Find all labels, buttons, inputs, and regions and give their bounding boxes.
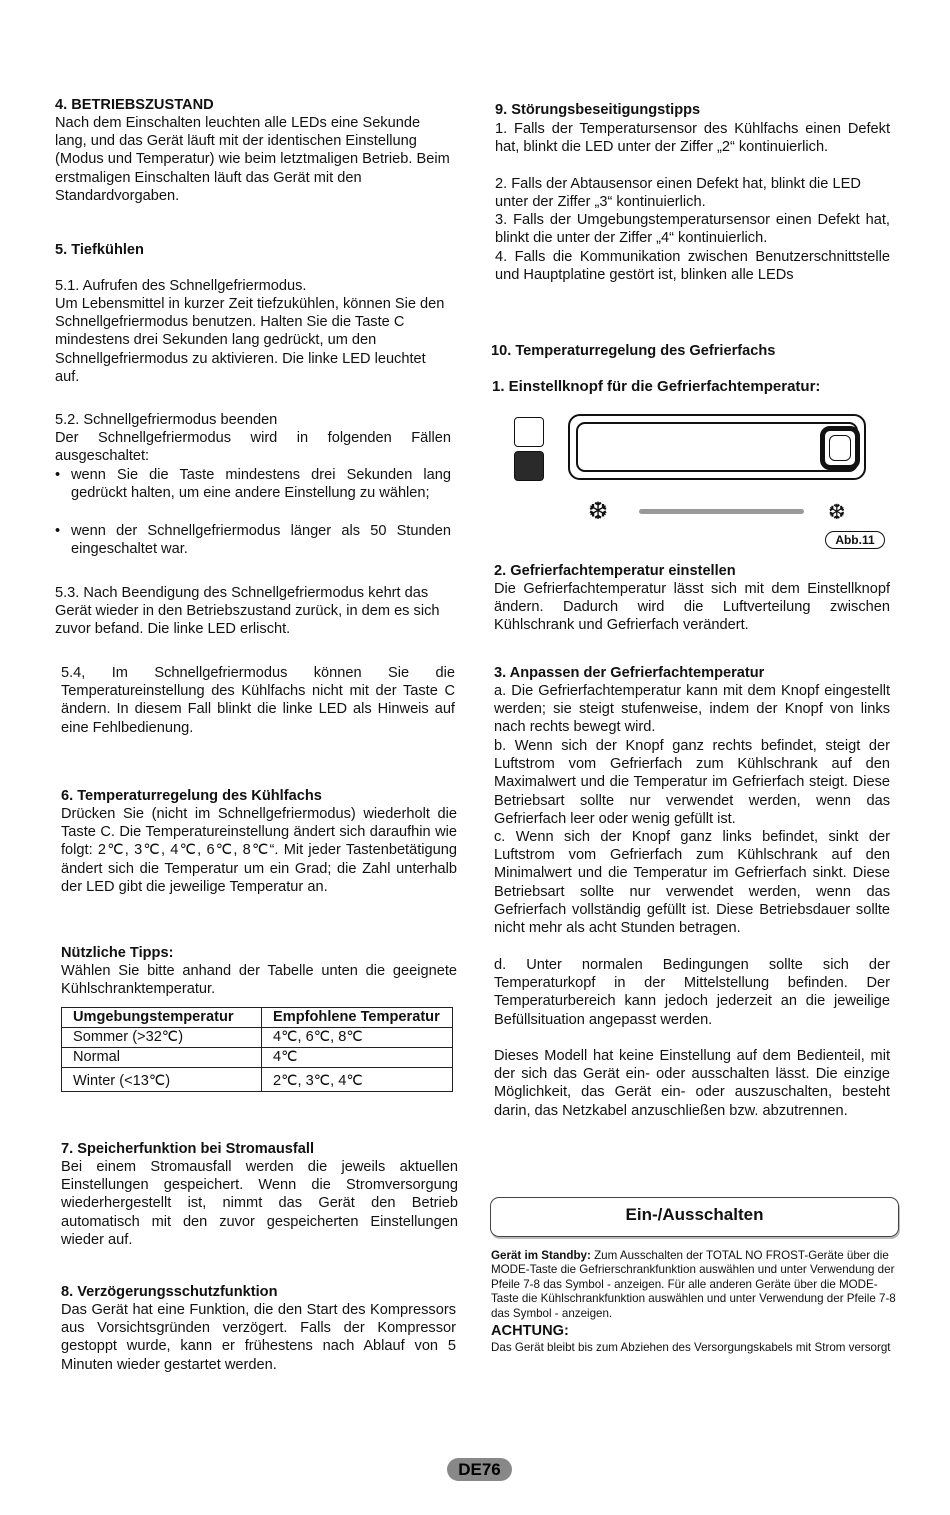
page-number-badge: DE76 xyxy=(447,1458,512,1481)
section-5-4-body: 5.4, Im Schnellgefriermodus können Sie die Temperatureinstellung des Kühlfachs nicht mit der Taste C ändern. In diesem Fall blinkt die linke LED als Hinweis auf eine Fehlbedienung. xyxy=(61,665,455,736)
table-cell: 2℃, 3℃, 4℃ xyxy=(262,1068,453,1092)
bullet-icon: • xyxy=(55,467,61,483)
section-5-2-intro: Der Schnellgefriermodus wird in folgenden Fällen ausgeschaltet: xyxy=(55,430,451,465)
table-header-cell: Umgebungstemperatur xyxy=(62,1008,262,1028)
model-note: Dieses Modell hat keine Einstellung auf dem Bedienteil, mit der sich das Gerät ein- oder ausschalten lässt. Die einzige Möglichkeit, das Gerät ein- oder auszuschalten, besteht darin, das Netzkabel anzuschließen bzw. abzutrennen. xyxy=(494,1048,890,1119)
table-cell: Winter (<13℃) xyxy=(62,1068,262,1092)
snowflake-icon: ❆ xyxy=(588,498,609,525)
section-5-1-body: Um Lebensmittel in kurzer Zeit tiefzukühlen, können Sie den Schnellgefriermodus benutzen. Halten Sie die Taste C mindestens drei Sekunden lang gedrückt, um den Schnellgefriermodus zu aktivieren. Die linke LED leuchtet auf. xyxy=(55,296,445,385)
standby-label: Gerät im Standby: xyxy=(491,1249,591,1262)
section-9-item-1: 1. Falls der Temperatursensor des Kühlfachs einen Defekt hat, blinkt die LED unter der Ziffer „2“ kontinuierlich. xyxy=(495,121,890,156)
standby-text: Zum Ausschalten der TOTAL NO FROST-Geräte über die MODE-Taste die Gefrierschrankfunktion auswählen und unter Verwendung der Pfeile 7-8 das Symbol - anzeigen. Für alle anderen Geräte über die MODE-Taste die Kühlschrankfunktion auswählen und unter Verwendung der Pfeile 7-8 das Symbol - anzeigen. xyxy=(491,1249,896,1320)
table-row xyxy=(62,1048,453,1068)
bullet-text: wenn der Schnellgefriermodus länger als 50 Stunden eingeschaltet war. xyxy=(71,523,451,558)
table-row xyxy=(62,1068,453,1092)
warning-heading: ACHTUNG: xyxy=(491,1323,569,1339)
section-4-heading: 4. BETRIEBSZUSTAND xyxy=(55,97,214,113)
section-10-sub-2-heading: 2. Gefrierfachtemperatur einstellen xyxy=(494,563,736,579)
tips-body: Wählen Sie bitte anhand der Tabelle unten die geeignete Kühlschranktemperatur. xyxy=(61,963,457,998)
section-10-item-a: a. Die Gefrierfachtemperatur kann mit dem Knopf eingestellt werden; sie steigt stufenweise, indem der Knopf von links nach rechts bewegt wird. xyxy=(494,683,890,736)
table-row xyxy=(62,1028,453,1048)
section-10-sub-2-body: Die Gefrierfachtemperatur lässt sich mit dem Einstellknopf ändern. Dadurch wird die Luftverteilung zwischen Kühlschrank und Gefrierfach verändert. xyxy=(494,581,890,634)
section-4-body: Nach dem Einschalten leuchten alle LEDs eine Sekunde lang, und das Gerät läuft mit der identischen Einstellung (Modus und Temperatur) wie beim letztmaligen Betrieb. Beim erstmaligen Einschalten läuft das Gerät mit den Standardvorgaben. xyxy=(55,115,450,204)
section-10-sub-3-heading: 3. Anpassen der Gefrierfachtemperatur xyxy=(494,665,765,681)
section-5-2-bullet-2 xyxy=(55,522,451,558)
standby-note xyxy=(491,1249,902,1321)
section-7-heading: 7. Speicherfunktion bei Stromausfall xyxy=(61,1141,315,1157)
section-5-1-title: 5.1. Aufrufen des Schnellgefriermodus. xyxy=(55,278,307,294)
table-header-row xyxy=(62,1008,453,1028)
table-cell: Normal xyxy=(62,1048,262,1068)
section-5-2-bullet-1 xyxy=(55,466,451,502)
section-10-item-b: b. Wenn sich der Knopf ganz rechts befindet, steigt der Luftstrom vom Gefrierfach zum Kühlschrank auf den Maximalwert und die Temperatur im Gefrierfach steigt. Diese Betriebsart sollte nur verwendet werden, wenn das Gefrierfach leer oder wenig gefüllt ist. xyxy=(494,738,890,827)
section-5-3-body: 5.3. Nach Beendigung des Schnellgefriermodus kehrt das Gerät wieder in den Betriebszustand zurück, in dem es sich zuvor befand. Die linke LED erlischt. xyxy=(55,585,440,638)
table-header-cell: Empfohlene Temperatur xyxy=(262,1008,453,1028)
figure-label: Abb.11 xyxy=(825,531,885,549)
section-7-body: Bei einem Stromausfall werden die jeweils aktuellen Einstellungen gespeichert. Wenn die Stromversorgung wiederhergestellt ist, nimmt das Gerät den Betrieb automatisch mit den zuvor gespeicherten Einstellungen wieder auf. xyxy=(61,1159,458,1248)
knob-panel-frame xyxy=(576,422,858,472)
section-5-heading: 5. Tiefkühlen xyxy=(55,242,144,258)
snowflake-icon: ❆ xyxy=(828,501,846,524)
led-indicator-filled xyxy=(514,451,544,481)
bullet-text: wenn Sie die Taste mindestens drei Sekunden lang gedrückt halten, um eine andere Einstellung zu wählen; xyxy=(71,467,451,502)
freezer-knob-panel xyxy=(568,414,866,480)
section-9-item-3: 3. Falls der Umgebungstemperatursensor einen Defekt hat, blinkt die unter der Ziffer „4“ kontinuierlich. xyxy=(495,212,890,247)
knob-slider-track xyxy=(639,509,804,514)
section-9-heading: 9. Störungsbeseitigungstipps xyxy=(495,102,701,118)
section-6-body: Drücken Sie (nicht im Schnellgefriermodus) wiederholt die Taste C. Die Temperatureinstellung ändert sich daraufhin wie folgt: 2℃, 3℃, 4℃, 6℃, 8℃“. Mit jeder Tastenbetätigung ändert sich die Temperatur um ein Grad; die Zahl unterhalb der LED gibt die jeweilige Temperatur an. xyxy=(61,806,457,895)
table-cell: 4℃ xyxy=(262,1048,453,1068)
led-indicator-empty xyxy=(514,417,544,447)
warning-text: Das Gerät bleibt bis zum Abziehen des Versorgungskabels mit Strom versorgt xyxy=(491,1341,891,1354)
section-8-heading: 8. Verzögerungsschutzfunktion xyxy=(61,1284,278,1300)
table-cell: Sommer (>32℃) xyxy=(62,1028,262,1048)
section-9-item-4: 4. Falls die Kommunikation zwischen Benutzerschnittstelle und Hauptplatine gestört ist, blinken alle LEDs xyxy=(495,249,890,284)
section-10-item-c: c. Wenn sich der Knopf ganz links befindet, sinkt der Luftstrom vom Gefrierfach zum Kühlschrank auf den Minimalwert und die Temperatur im Gefrierfach sinkt. Diese Betriebsart sollte nur verwendet werden, wenn das Gefrierfach vollständig gefüllt ist. Diese Betriebsdauer sollte nicht mehr als acht Stunden betragen. xyxy=(494,829,890,937)
temperature-table xyxy=(61,1007,453,1092)
section-10-heading: 10. Temperaturregelung des Gefrierfachs xyxy=(491,343,776,359)
section-8-body: Das Gerät hat eine Funktion, die den Start des Kompressors aus Vorsichtsgründen verzögert. Falls der Kompressor gestoppt wurde, kann er frühestens nach Ablauf von 5 Minuten wieder gestartet werden. xyxy=(61,1302,456,1373)
section-9-item-2: 2. Falls der Abtausensor einen Defekt hat, blinkt die LED unter der Ziffer „3“ kontinuierlich. xyxy=(495,176,861,211)
section-10-item-d: d. Unter normalen Bedingungen sollte sich der Temperaturkopf in der Mittelstellung befinden. Der Temperaturbereich kann jedoch jederzeit an die jeweilige Befüllsituation angepasst werden. xyxy=(494,957,890,1028)
on-off-title-box xyxy=(490,1197,899,1237)
on-off-title: Ein-/Ausschalten xyxy=(625,1205,764,1224)
section-5-2-title: 5.2. Schnellgefriermodus beenden xyxy=(55,412,278,428)
bullet-icon: • xyxy=(55,523,61,539)
table-cell: 4℃, 6℃, 8℃ xyxy=(262,1028,453,1048)
temperature-knob xyxy=(820,426,860,470)
section-6-heading: 6. Temperaturregelung des Kühlfachs xyxy=(61,788,322,804)
section-10-sub-1: 1. Einstellknopf für die Gefrierfachtemperatur: xyxy=(492,378,821,395)
tips-heading: Nützliche Tipps: xyxy=(61,945,174,961)
